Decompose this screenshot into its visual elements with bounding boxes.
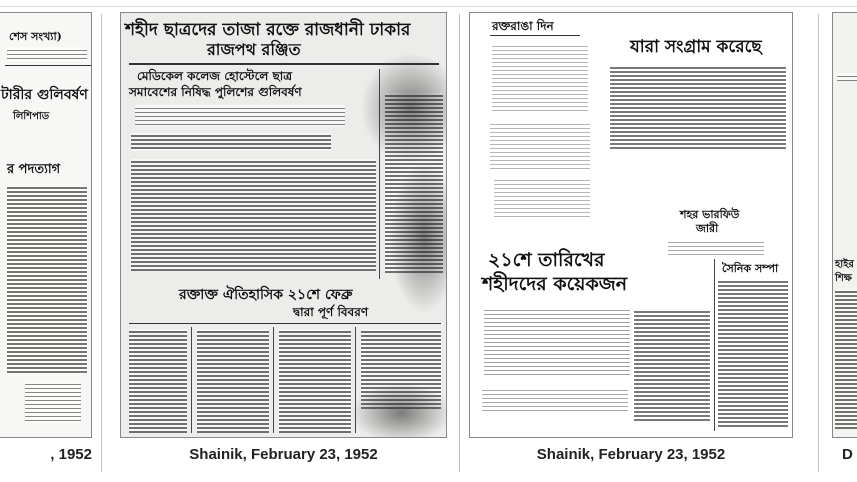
panel-3-headline-2: যারা সংগ্রাম করেছে	[630, 37, 762, 57]
text-block	[131, 133, 331, 151]
panel-4-headline-1: হাইর	[835, 259, 854, 270]
article-body	[129, 329, 187, 433]
text-block	[135, 105, 345, 127]
article-body	[634, 309, 710, 421]
panel-3-headline-6: জারী	[696, 222, 719, 235]
column-rule	[191, 327, 192, 433]
text-block	[668, 239, 764, 255]
article-body	[279, 329, 351, 433]
article-body	[835, 289, 857, 429]
newspaper-panel-4[interactable]	[832, 12, 857, 478]
panel-2-caption: Shainik, February 23, 1952	[189, 446, 378, 463]
panel-2-headline-6: দ্বারা পূর্ণ বিবরণ	[293, 305, 369, 319]
column-rule	[714, 259, 715, 431]
panel-2-headline-4: সমাবেশের নিষিদ্ধ পুলিশের গুলিবর্ষণ	[129, 85, 302, 99]
newspaper-scan-2	[120, 12, 447, 438]
newspaper-panel-3[interactable]	[469, 12, 793, 478]
divider-line	[490, 35, 580, 36]
panel-4-caption: D	[842, 446, 853, 463]
panel-3-headline-7: সৈনিক সম্পা	[722, 262, 779, 275]
panel-2-headline-2: রাজপথ রঞ্জিত	[207, 40, 301, 59]
print-smudge	[389, 163, 447, 313]
print-smudge	[361, 53, 447, 163]
article-body	[131, 159, 376, 271]
text-block	[837, 73, 857, 81]
panel-1-headline-2: টারীর গুলিবর্ষণ	[1, 87, 88, 103]
panel-3-headline-1: রক্তরাঙা দিন	[492, 19, 554, 33]
list-items	[484, 307, 630, 375]
newspaper-scan-3	[469, 12, 793, 438]
panel-2-headline-1: শহীদ ছাত্রদের তাজা রক্তে রাজধানী ঢাকার	[125, 20, 411, 40]
divider-line	[129, 323, 441, 324]
column-rule	[273, 327, 274, 433]
panel-3-caption: Shainik, February 23, 1952	[536, 446, 726, 463]
divider-line	[5, 65, 91, 66]
newspaper-panel-1[interactable]	[0, 12, 92, 478]
panel-1-headline-4: র পদত্যাগ	[7, 162, 61, 177]
panel-1-headline-3: লিশিপাড	[13, 111, 50, 122]
text-block	[7, 47, 87, 61]
print-smudge	[351, 383, 447, 438]
panel-3-headline-4: শহীদদের কয়েকজন	[482, 273, 628, 295]
poem-text	[492, 43, 588, 113]
article-body	[197, 329, 269, 433]
poem-text	[494, 177, 590, 219]
panel-3-headline-3: ২১শে তারিখের	[488, 249, 605, 271]
panel-divider	[818, 14, 819, 472]
panel-divider	[459, 14, 460, 472]
panel-1-caption: , 1952	[50, 446, 92, 463]
article-body	[610, 65, 786, 151]
article-body	[718, 279, 788, 429]
panel-2-headline-3: মেডিকেল কলেজ হোস্টেলে ছাত্র	[137, 69, 293, 83]
newspaper-scan-1	[0, 12, 92, 438]
top-rule	[0, 6, 857, 7]
panel-4-headline-2: শিক্ষ	[835, 273, 852, 284]
text-block	[7, 185, 87, 375]
text-block	[482, 387, 628, 413]
newspaper-panel-2[interactable]	[120, 12, 447, 478]
poem-text	[490, 121, 590, 169]
panel-2-headline-5: রক্তাক্ত ঐতিহাসিক ২১শে ফেব্রু	[179, 287, 353, 303]
newspaper-scan-4	[832, 12, 857, 438]
panel-3-headline-5: শহর ভারফিউ	[680, 208, 740, 221]
text-block	[25, 381, 81, 423]
panel-divider	[101, 14, 102, 472]
panel-1-headline-1: শেস সংখ্যা)	[9, 30, 62, 43]
